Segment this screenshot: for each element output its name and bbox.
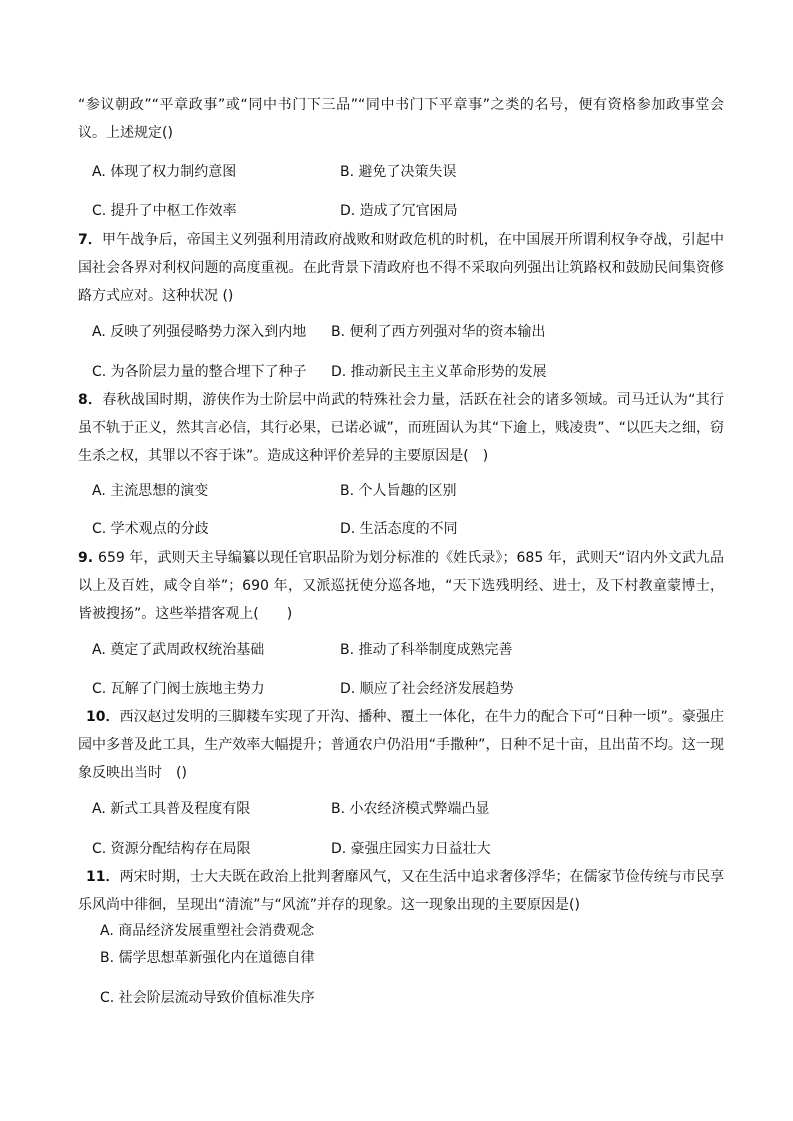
option-c[interactable]: C. 瓦解了门阀士族地主势力 <box>92 681 265 697</box>
question-7-stem <box>78 226 724 310</box>
option-c[interactable]: C. 为各阶层力量的整合埋下了种子 <box>92 364 307 380</box>
question-number: 11． <box>86 869 120 885</box>
option-c[interactable]: C. 学术观点的分歧 <box>92 521 209 537</box>
question-number: 10． <box>86 709 120 725</box>
option-b[interactable]: B. 小农经济模式弊端凸显 <box>331 801 490 817</box>
option-a[interactable]: A. 体现了权力制约意图 <box>92 164 237 180</box>
option-b[interactable]: B. 个人旨趣的区别 <box>340 483 457 499</box>
question-10-stem <box>78 703 724 787</box>
option-d[interactable]: D. 推动新民主主义革命形势的发展 <box>331 364 547 380</box>
option-b[interactable]: B. 避免了决策失误 <box>340 164 457 180</box>
question-text: “参议朝政”“平章政事”或“同中书门下三品”“同中书门下平章事”之类的名号，便有资格参加政事堂会议。上述规定() <box>78 97 724 141</box>
option-a[interactable]: A. 商品经济发展重塑社会消费观念 <box>100 923 315 939</box>
question-number: 7． <box>78 232 103 248</box>
question-text: 两宋时期，士大夫既在政治上批判奢靡风气，又在生活中追求奢侈浮华；在儒家节俭传统与市民享乐风尚中徘徊，呈现出“清流”与“风流”并存的现象。这一现象出现的主要原因是() <box>78 869 725 913</box>
option-c[interactable]: C. 提升了中枢工作效率 <box>92 203 237 219</box>
option-a[interactable]: A. 反映了列强侵略势力深入到内地 <box>92 324 307 340</box>
option-b[interactable]: B. 便利了西方列强对华的资本输出 <box>331 324 546 340</box>
question-text: 西汉赵过发明的三脚耧车实现了开沟、播种、覆土一体化，在牛力的配合下可“日种一顷”。豪强庄园中多普及此工具，生产效率大幅提升；普通农户仍沿用“手撒种”，日种不足十亩，且出苗不均。这一现象反映出当时 () <box>78 709 724 781</box>
question-number: 9. <box>78 550 99 566</box>
option-a[interactable]: A. 主流思想的演变 <box>92 483 209 499</box>
option-d[interactable]: D. 豪强庄园实力日益壮大 <box>331 841 491 857</box>
question-6-stem <box>78 91 724 147</box>
question-number: 8． <box>78 392 103 408</box>
option-b[interactable]: B. 推动了科举制度成熟完善 <box>340 642 513 658</box>
question-text: 春秋战国时期，游侠作为士阶层中尚武的特殊社会力量，活跃在社会的诸多领域。司马迁认为“其行虽不轨于正义，然其言必信，其行必果，已诺必诚”，而班固认为其“下逾上，贱凌贵”、“以匹夫之细，窃生杀之权，其罪以不容于诛”。造成这种评价差异的主要原因是( ) <box>78 392 724 464</box>
option-d[interactable]: D. 顺应了社会经济发展趋势 <box>340 681 514 697</box>
option-b[interactable]: B. 儒学思想革新强化内在道德自律 <box>100 950 315 966</box>
option-a[interactable]: A. 新式工具普及程度有限 <box>92 801 251 817</box>
option-c[interactable]: C. 社会阶层流动导致价值标准失序 <box>100 990 315 1006</box>
option-d[interactable]: D. 造成了冗官困局 <box>340 203 458 219</box>
question-11-stem <box>78 863 724 919</box>
question-9-stem <box>78 544 724 628</box>
question-text: 659 年，武则天主导编纂以现任官职品阶为划分标准的《姓氏录》；685 年，武则天“诏内外文武九品以上及百姓，咸令自举”；690 年，又派巡抚使分巡各地，“天下选残明经、进士，及下村教童蒙博士，皆被搜扬”。这些举措客观上( ) <box>78 550 724 622</box>
option-c[interactable]: C. 资源分配结构存在局限 <box>92 841 251 857</box>
option-d[interactable]: D. 生活态度的不同 <box>340 521 458 537</box>
question-8-stem <box>78 386 724 470</box>
option-a[interactable]: A. 奠定了武周政权统治基础 <box>92 642 265 658</box>
question-text: 甲午战争后，帝国主义列强利用清政府战败和财政危机的时机，在中国展开所谓利权争夺战，引起中国社会各界对利权问题的高度重视。在此背景下清政府也不得不采取向列强出让筑路权和鼓励民间集资修路方式应对。这种状况 () <box>78 232 725 304</box>
